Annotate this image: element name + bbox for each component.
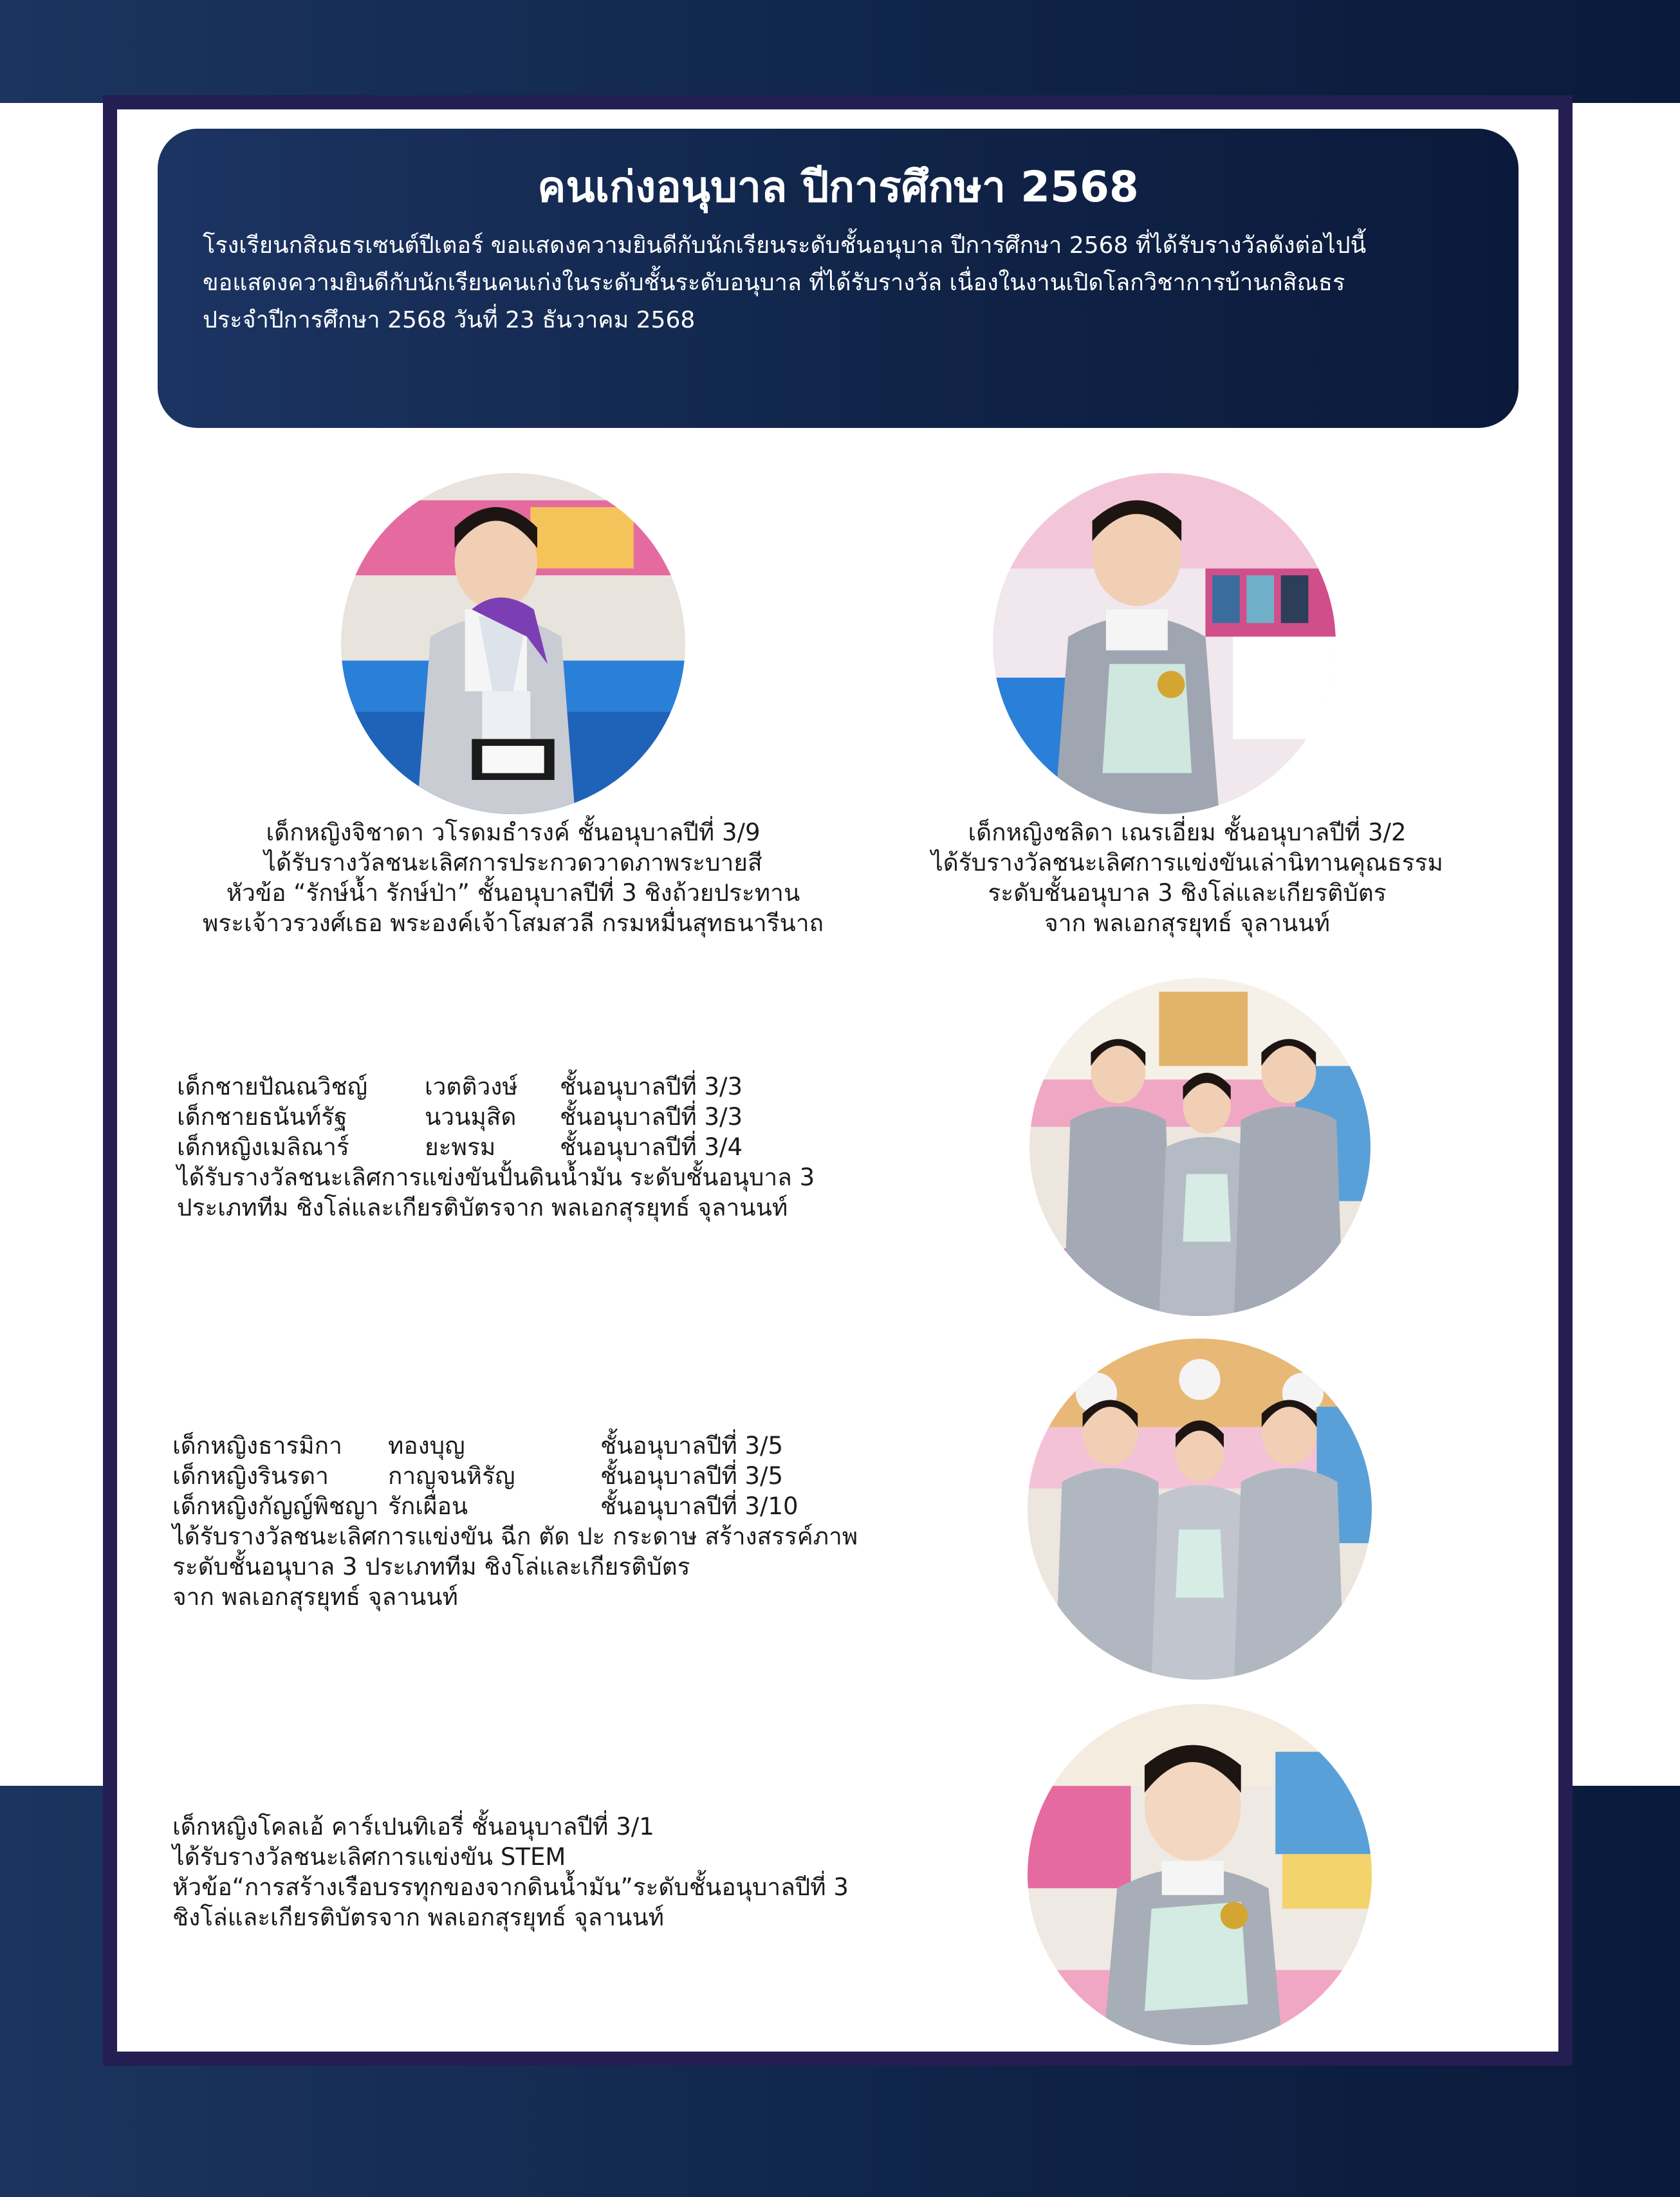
student-surname: เวตติวงษ์ [425, 1073, 518, 1100]
student-row [172, 1431, 858, 1461]
student-grade: ชั้นอนุบาลปีที่ 3/3 [560, 1073, 743, 1100]
student-name: เด็กหญิงธารมิกา [172, 1432, 342, 1460]
student-surname: กาญจนหิรัญ [388, 1462, 515, 1490]
photo-image [993, 473, 1336, 814]
student-row [177, 1071, 815, 1102]
award-description: ระดับชั้นอนุบาล 3 ประเภททีม ชิงโล่และเกียรติบัตร [172, 1553, 690, 1581]
team-photo-paper [1028, 1339, 1372, 1680]
award-description: ได้รับรางวัลชนะเลิศการแข่งขันปั้นดินน้ำมัน ระดับชั้นอนุบาล 3 [177, 1163, 815, 1191]
photo-image [341, 473, 685, 814]
student-photo-plaque [993, 473, 1336, 814]
intro-line: ประจำปีการศึกษา 2568 วันที่ 23 ธันวาคม 2568 [203, 306, 696, 333]
student-name: เด็กหญิงรินรดา [172, 1462, 329, 1490]
header-panel [158, 129, 1518, 428]
award-description: จาก พลเอกสุรยุทธ์ จุลานนท์ [172, 1583, 458, 1611]
student-grade: ชั้นอนุบาลปีที่ 3/5 [600, 1432, 784, 1460]
award-description: ได้รับรางวัลชนะเลิศการแข่งขัน STEM [172, 1843, 566, 1871]
intro-line: ขอแสดงความยินดีกับนักเรียนคนเก่งในระดับชั้นระดับอนุบาล ที่ได้รับรางวัล เนื่องในงานเปิดโลกวิชาการบ้านกสิณธร [203, 269, 1345, 296]
caption-line: เด็กหญิงชลิดา เณรเอี่ยม ชั้นอนุบาลปีที่ 3/2 [968, 819, 1407, 846]
award-description: ได้รับรางวัลชนะเลิศการแข่งขัน ฉีก ตัด ปะ กระดาษ สร้างสรรค์ภาพ [172, 1523, 858, 1550]
student-grade: ชั้นอนุบาลปีที่ 3/4 [560, 1133, 743, 1161]
student-row [177, 1132, 815, 1162]
student-name: เด็กหญิงกัญญ์พิชญา [172, 1492, 379, 1520]
award-description: เด็กหญิงโคลเอ้ คาร์เปนทิเอรี่ ชั้นอนุบาลปีที่ 3/1 [172, 1813, 654, 1840]
award-caption-2 [878, 817, 1496, 938]
student-surname: นวนมุสิด [425, 1103, 517, 1131]
photo-image [1028, 1339, 1372, 1680]
intro-line: โรงเรียนกสิณธรเซนต์ปีเตอร์ ขอแสดงความยินดีกับนักเรียนระดับชั้นอนุบาล ปีการศึกษา 2568 ที่ได้รับรางวัลดังต่อไปนี้ [203, 232, 1367, 259]
student-grade: ชั้นอนุบาลปีที่ 3/3 [560, 1103, 743, 1131]
student-name: เด็กชายธนันท์รัฐ [177, 1103, 347, 1131]
award-block-4 [172, 1431, 858, 1612]
caption-line: ได้รับรางวัลชนะเลิศการประกวดวาดภาพระบายสี [264, 849, 762, 876]
caption-line: พระเจ้าวรวงศ์เธอ พระองค์เจ้าโสมสวลี กรมหมื่นสุทธนารีนาถ [202, 909, 824, 937]
page-title: คนเก่งอนุบาล ปีการศึกษา 2568 [537, 162, 1139, 212]
student-grade: ชั้นอนุบาลปีที่ 3/10 [600, 1492, 798, 1520]
header-intro [203, 227, 1473, 339]
student-photo-trophy [341, 473, 685, 814]
award-block-3 [177, 1071, 815, 1223]
caption-line: เด็กหญิงจิชาดา วโรดมธำรงค์ ชั้นอนุบาลปีที่ 3/9 [266, 819, 761, 846]
caption-line: หัวข้อ “รักษ์น้ำ รักษ์ป่า” ชั้นอนุบาลปีที่ 3 ชิงถ้วยประทาน [226, 879, 800, 907]
student-surname: รักเผื่อน [388, 1492, 468, 1520]
award-caption-1 [151, 817, 875, 938]
student-row [172, 1461, 858, 1491]
award-description: ประเภททีม ชิงโล่และเกียรติบัตรจาก พลเอกสุรยุทธ์ จุลานนท์ [177, 1194, 788, 1221]
award-block-5 [172, 1812, 849, 1933]
team-photo-clay [1029, 978, 1371, 1316]
student-name: เด็กหญิงเมลิณาร์ [177, 1133, 349, 1161]
photo-image [1028, 1704, 1372, 2045]
caption-line: จาก พลเอกสุรยุทธ์ จุลานนท์ [1044, 909, 1330, 937]
caption-line: ระดับชั้นอนุบาล 3 ชิงโล่และเกียรติบัตร [988, 879, 1387, 907]
top-banner [0, 0, 1680, 103]
student-row [177, 1102, 815, 1132]
photo-image [1029, 978, 1371, 1316]
student-surname: ทองบุญ [388, 1432, 465, 1460]
student-surname: ยะพรม [425, 1133, 496, 1161]
caption-line: ได้รับรางวัลชนะเลิศการแข่งขันเล่านิทานคุณธรรม [931, 849, 1443, 876]
student-grade: ชั้นอนุบาลปีที่ 3/5 [600, 1462, 784, 1490]
student-row [172, 1491, 858, 1521]
student-name: เด็กชายปัณณวิชญ์ [177, 1073, 368, 1100]
award-description: ชิงโล่และเกียรติบัตรจาก พลเอกสุรยุทธ์ จุลานนท์ [172, 1904, 665, 1931]
award-description: หัวข้อ“การสร้างเรือบรรทุกของจากดินน้ำมัน”ระดับชั้นอนุบาลปีที่ 3 [172, 1873, 849, 1901]
student-photo-stem [1028, 1704, 1372, 2045]
